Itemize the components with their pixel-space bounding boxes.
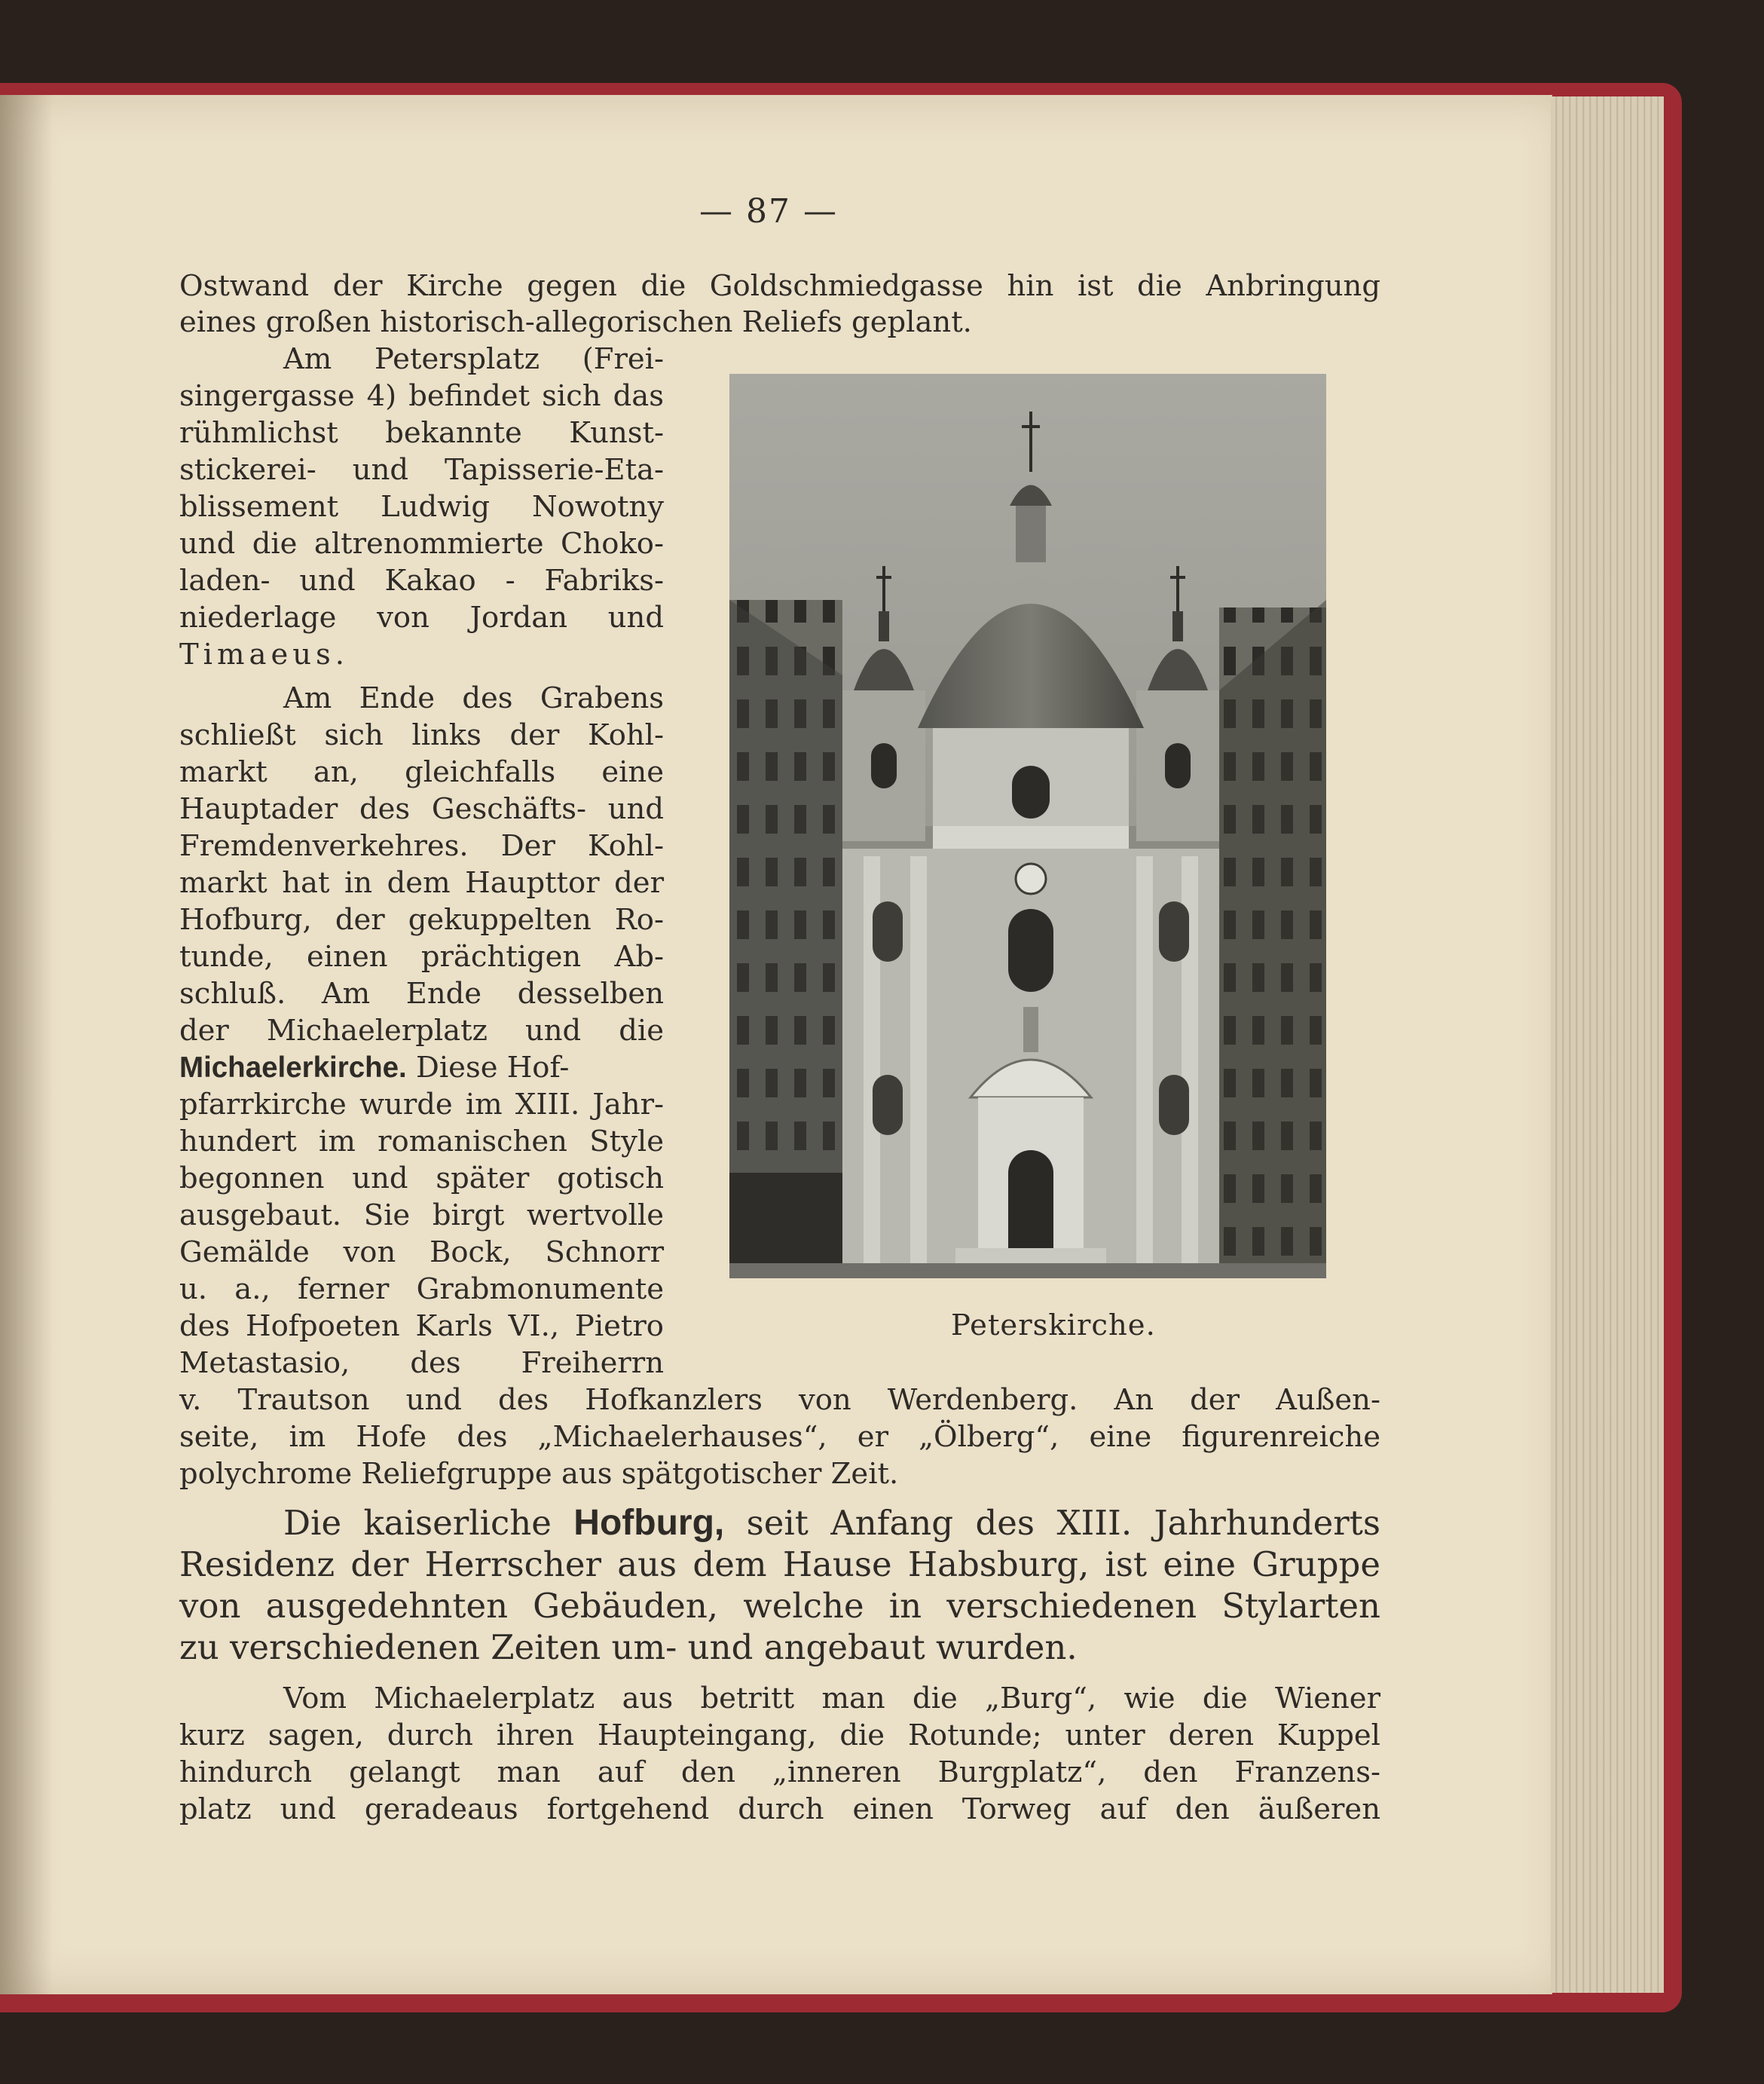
text-line xyxy=(179,1050,664,1086)
page-number: — 87 — xyxy=(699,192,838,231)
photo-caption: Peterskirche. xyxy=(951,1308,1156,1342)
text-line xyxy=(283,1503,1380,1544)
text-line: Residenz der Herrscher aus dem Hause Habsburg, ist eine Gruppe xyxy=(179,1544,1380,1584)
text-line: v. Trautson und des Hofkanzlers von Werdenberg. An der Außen- xyxy=(179,1383,1380,1417)
text-line: pfarrkirche wurde im XIII. Jahr- xyxy=(179,1088,664,1122)
text-line: Gemälde von Bock, Schnorr xyxy=(179,1235,664,1269)
page-edges xyxy=(1551,96,1664,1993)
text-line: Fremdenverkehres. Der Kohl- xyxy=(179,829,664,863)
text-line: hundert im romanischen Style xyxy=(179,1125,664,1158)
text-line: polychrome Reliefgruppe aus spätgotischer Zeit. xyxy=(179,1457,899,1491)
text-line: zu verschiedenen Zeiten um- und angebaut wurden. xyxy=(179,1627,1078,1667)
text-line: kurz sagen, durch ihren Haupteingang, die Rotunde; unter deren Kuppel xyxy=(179,1718,1380,1752)
text-line: u. a., ferner Grabmonumente xyxy=(179,1272,664,1306)
text-line: und die altrenommierte Choko- xyxy=(179,527,664,561)
text-line: markt an, gleichfalls eine xyxy=(179,755,664,789)
text-line: niederlage von Jordan und xyxy=(179,601,664,635)
text-line: Timaeus. xyxy=(179,638,350,672)
text-line: Ostwand der Kirche gegen die Goldschmiedgasse hin ist die Anbringung xyxy=(179,269,1380,303)
text-line: platz und geradeaus fortgehend durch einen Torweg auf den äußeren xyxy=(179,1792,1380,1826)
gutter-shadow xyxy=(0,95,53,1994)
inline-text: Die kaiserliche xyxy=(283,1503,574,1543)
peterskirche-photo xyxy=(729,374,1326,1278)
text-line: Am Ende des Grabens xyxy=(283,681,664,715)
text-line: schließt sich links der Kohl- xyxy=(179,718,664,752)
text-line: Vom Michaelerplatz aus betritt man die „Burg“, wie die Wiener xyxy=(283,1682,1380,1715)
text-line: singergasse 4) befindet sich das xyxy=(179,379,664,413)
bold-term: Michaelerkirche. xyxy=(179,1051,407,1084)
text-line: von ausgedehnten Gebäuden, welche in verschiedenen Stylarten xyxy=(179,1586,1380,1626)
text-line: ausgebaut. Sie birgt wertvolle xyxy=(179,1198,664,1232)
text-line: blissement Ludwig Nowotny xyxy=(179,490,664,524)
text-line: Hauptader des Geschäfts- und xyxy=(179,792,664,826)
text-line: der Michaelerplatz und die xyxy=(179,1014,664,1048)
inline-text: seit Anfang des XIII. Jahrhunderts xyxy=(724,1503,1380,1543)
text-line: hindurch gelangt man auf den „inneren Burgplatz“, den Franzens- xyxy=(179,1755,1380,1789)
inline-text: Diese Hof- xyxy=(406,1051,570,1085)
text-line: rühmlichst bekannte Kunst- xyxy=(179,416,664,450)
text-line: stickerei- und Tapisserie-Eta- xyxy=(179,453,664,487)
text-line: Hofburg, der gekuppelten Ro- xyxy=(179,903,664,937)
text-line: Metastasio, des Freiherrn xyxy=(179,1346,664,1380)
text-line: tunde, einen prächtigen Ab- xyxy=(179,940,664,974)
text-line: seite, im Hofe des „Michaelerhauses“, er „Ölberg“, eine figurenreiche xyxy=(179,1420,1380,1454)
text-line: schluß. Am Ende desselben xyxy=(179,977,664,1011)
text-line: laden- und Kakao - Fabriks- xyxy=(179,564,664,598)
text-line: des Hofpoeten Karls VI., Pietro xyxy=(179,1309,664,1343)
text-line: markt hat in dem Haupttor der xyxy=(179,866,664,900)
text-line: begonnen und später gotisch xyxy=(179,1161,664,1195)
bold-term: Hofburg, xyxy=(573,1503,725,1543)
text-line: Am Petersplatz (Frei- xyxy=(283,342,664,376)
text-line: eines großen historisch-allegorischen Reliefs geplant. xyxy=(179,305,972,339)
